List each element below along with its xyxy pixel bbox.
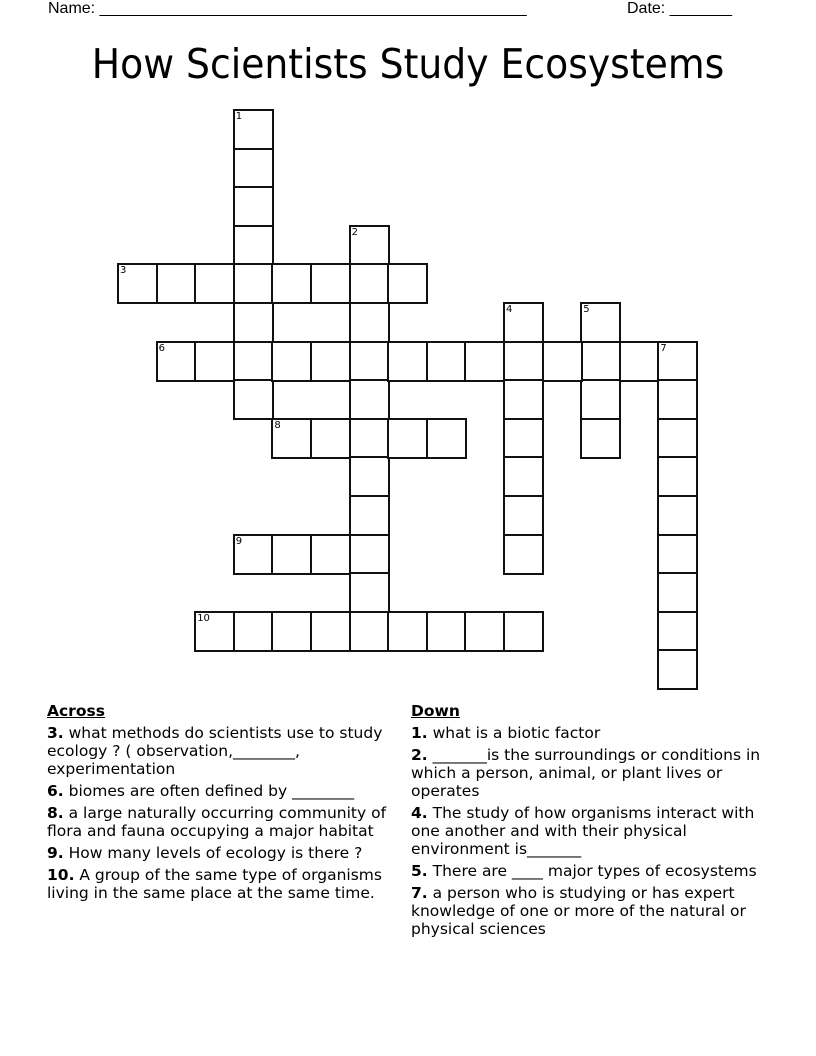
grid-cell[interactable] [233, 341, 274, 382]
grid-cell[interactable] [657, 341, 698, 382]
across-clue [47, 724, 402, 778]
grid-cell[interactable] [310, 418, 351, 459]
grid-cell[interactable] [619, 341, 660, 382]
across-clue [47, 804, 402, 840]
grid-cell[interactable] [426, 418, 467, 459]
grid-cell[interactable] [503, 418, 544, 459]
cell-number: 1 [235, 111, 243, 122]
grid-cell[interactable] [657, 495, 698, 536]
grid-cell[interactable] [156, 263, 197, 304]
grid-cell[interactable] [233, 263, 274, 304]
grid-cell[interactable] [464, 341, 505, 382]
grid-cell[interactable] [117, 263, 158, 304]
clue-number: 8. [47, 804, 64, 822]
grid-cell[interactable] [387, 263, 428, 304]
down-clue [411, 724, 781, 742]
grid-cell[interactable] [349, 456, 390, 497]
grid-cell[interactable] [580, 341, 621, 382]
grid-cell[interactable] [310, 341, 351, 382]
grid-cell[interactable] [426, 611, 467, 652]
grid-cell[interactable] [387, 341, 428, 382]
clue-number: 7. [411, 884, 428, 902]
grid-cell[interactable] [310, 534, 351, 575]
clue-text: what methods do scientists use to study ecology ? ( observation,________, experimentation [47, 724, 383, 778]
grid-cell[interactable] [310, 611, 351, 652]
grid-cell[interactable] [349, 225, 390, 266]
clue-number: 9. [47, 844, 64, 862]
grid-cell[interactable] [194, 611, 235, 652]
cell-number: 4 [506, 304, 513, 315]
clue-text: a large naturally occurring community of flora and fauna occupying a major habitat [47, 804, 387, 840]
grid-cell[interactable] [349, 302, 390, 343]
cell-number: 3 [120, 265, 127, 277]
date-field[interactable]: Date: _______ [627, 0, 732, 17]
grid-cell[interactable] [271, 534, 312, 575]
grid-cell[interactable] [580, 302, 621, 343]
grid-cell[interactable] [542, 341, 583, 382]
cell-number: 2 [351, 226, 358, 238]
grid-cell[interactable] [271, 611, 312, 652]
grid-cell[interactable] [657, 379, 698, 420]
grid-cell[interactable] [349, 611, 390, 652]
across-heading: Across [47, 702, 105, 720]
grid-cell[interactable] [233, 148, 274, 189]
grid-cell[interactable] [233, 611, 274, 652]
down-clue [411, 804, 781, 858]
grid-cell[interactable] [349, 418, 390, 459]
down-clue [411, 746, 781, 800]
down-clue [411, 884, 781, 938]
grid-cell[interactable] [426, 341, 467, 382]
page-title: How Scientists Study Ecosystems [91, 40, 725, 88]
grid-cell[interactable] [156, 341, 197, 382]
clue-text: a person who is studying or has expert knowledge of one or more of the natural or physical sciences [411, 884, 746, 938]
grid-cell[interactable] [503, 379, 544, 420]
down-clues [411, 702, 781, 942]
name-field[interactable]: Name: ________________________________________________ [48, 0, 527, 17]
grid-cell[interactable] [271, 341, 312, 382]
grid-cell[interactable] [657, 534, 698, 575]
grid-cell[interactable] [233, 379, 274, 420]
grid-cell[interactable] [657, 611, 698, 652]
down-clue [411, 862, 781, 880]
clue-number: 3. [47, 724, 64, 742]
grid-cell[interactable] [349, 341, 390, 382]
grid-cell[interactable] [233, 534, 274, 575]
cell-number: 8 [274, 419, 281, 431]
clue-text: There are ____ major types of ecosystems [427, 862, 757, 880]
across-clue [47, 782, 402, 800]
grid-cell[interactable] [657, 572, 698, 613]
down-heading: Down [411, 702, 460, 720]
cell-number: 6 [158, 342, 165, 354]
grid-cell[interactable] [349, 379, 390, 420]
cell-number: 9 [235, 535, 243, 547]
grid-cell[interactable] [503, 302, 544, 343]
grid-cell[interactable] [349, 534, 390, 575]
grid-cell[interactable] [194, 341, 235, 382]
grid-cell[interactable] [503, 611, 544, 652]
grid-cell[interactable] [310, 263, 351, 304]
clue-number: 1. [411, 724, 428, 742]
across-clue [47, 844, 402, 862]
grid-cell[interactable] [349, 495, 390, 536]
clue-text: How many levels of ecology is there ? [63, 844, 363, 862]
grid-cell[interactable] [503, 456, 544, 497]
clue-number: 5. [411, 862, 428, 880]
cell-number: 7 [660, 342, 667, 354]
grid-cell[interactable] [233, 109, 274, 150]
clue-text: what is a biotic factor [427, 724, 601, 742]
clue-text: _______is the surroundings or conditions in which a person, animal, or plant lives or operates [411, 746, 761, 800]
clue-number: 6. [47, 782, 64, 800]
grid-cell[interactable] [194, 263, 235, 304]
grid-cell[interactable] [271, 418, 312, 459]
grid-cell[interactable] [233, 225, 274, 266]
grid-cell[interactable] [580, 379, 621, 420]
cell-number: 10 [197, 612, 210, 624]
grid-cell[interactable] [503, 341, 544, 382]
grid-cell[interactable] [349, 263, 390, 304]
clue-number: 2. [411, 746, 428, 764]
grid-cell[interactable] [387, 611, 428, 652]
grid-cell[interactable] [657, 456, 698, 497]
grid-cell[interactable] [657, 649, 698, 690]
grid-cell[interactable] [503, 495, 544, 536]
grid-cell[interactable] [349, 572, 390, 613]
clue-number: 10. [47, 866, 75, 884]
cell-number: 5 [583, 304, 590, 315]
across-clue [47, 866, 402, 902]
grid-cell[interactable] [580, 418, 621, 459]
clue-text: The study of how organisms interact with one another and with their physical environment is_______ [411, 804, 755, 858]
clue-text: biomes are often defined by ________ [63, 782, 355, 800]
across-clues [47, 702, 402, 906]
grid-cell[interactable] [233, 302, 274, 343]
grid-cell[interactable] [657, 418, 698, 459]
clue-text: A group of the same type of organisms living in the same place at the same time. [47, 866, 382, 902]
grid-cell[interactable] [387, 418, 428, 459]
grid-cell[interactable] [464, 611, 505, 652]
clue-number: 4. [411, 804, 428, 822]
grid-cell[interactable] [271, 263, 312, 304]
grid-cell[interactable] [233, 186, 274, 227]
grid-cell[interactable] [503, 534, 544, 575]
